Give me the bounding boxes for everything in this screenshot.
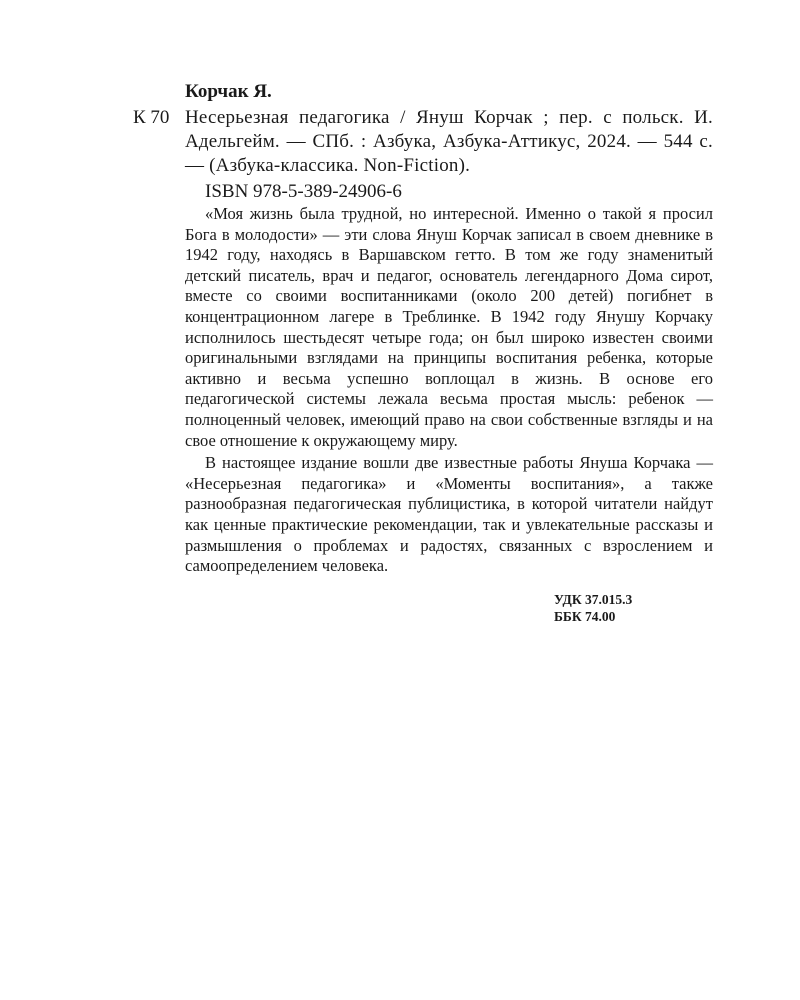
annotation-paragraph-2: В настоящее издание вошли две известные работы Януша Корчака — «Несерьезная педагогика» и «Моменты воспитания», а также разнообразная педагогическая публицистика, в которой читатели найдут как ценные практические рекомендации, так и увлекательные рассказы и размышления о проблемах и радостях, связанных с взрослением и самоопределением человека. — [185, 453, 713, 576]
author-mark-code: К 70 — [133, 107, 170, 128]
annotation-paragraph-1: «Моя жизнь была трудной, но интересной. Именно о такой я просил Бога в молодости» — эти слова Януш Корчак записал в своем дневнике в 1942 году, находясь в Варшавском гетто. В том же году знаменитый детский писатель, врач и педагог, основатель легендарного Дома сирот, вместе со своими воспитанниками (около 200 детей) погибнет в концентрационном лагере в Треблинке. В 1942 году Янушу Корчаку исполнилось шестьдесят четыре года; он был широко известен своими оригинальными взглядами на принципы воспитания ребенка, которые активно и весьма успешно воплощал в жизнь. В основе его педагогической системы лежала весьма простая мысль: ребенок — полноценный человек, имеющий право на свои собственные взгляды и на свое отношение к окружающему миру. — [185, 204, 713, 450]
isbn-line: ISBN 978-5-389-24906-6 — [205, 181, 402, 202]
classification-block — [554, 591, 713, 625]
author-heading: Корчак Я. — [185, 81, 272, 102]
bibliographic-entry — [133, 106, 713, 577]
udk-index: УДК 37.015.3 — [554, 591, 633, 607]
title-description: Несерьезная педагогика / Януш Корчак ; пер. с польск. И. Адельгейм. — СПб. : Азбука, Азбука-Аттикус, 2024. — 544 с. — (Азбука-классика. Non-Fiction). — [185, 107, 713, 176]
bbk-index: ББК 74.00 — [554, 608, 616, 624]
catalog-card — [133, 80, 713, 625]
